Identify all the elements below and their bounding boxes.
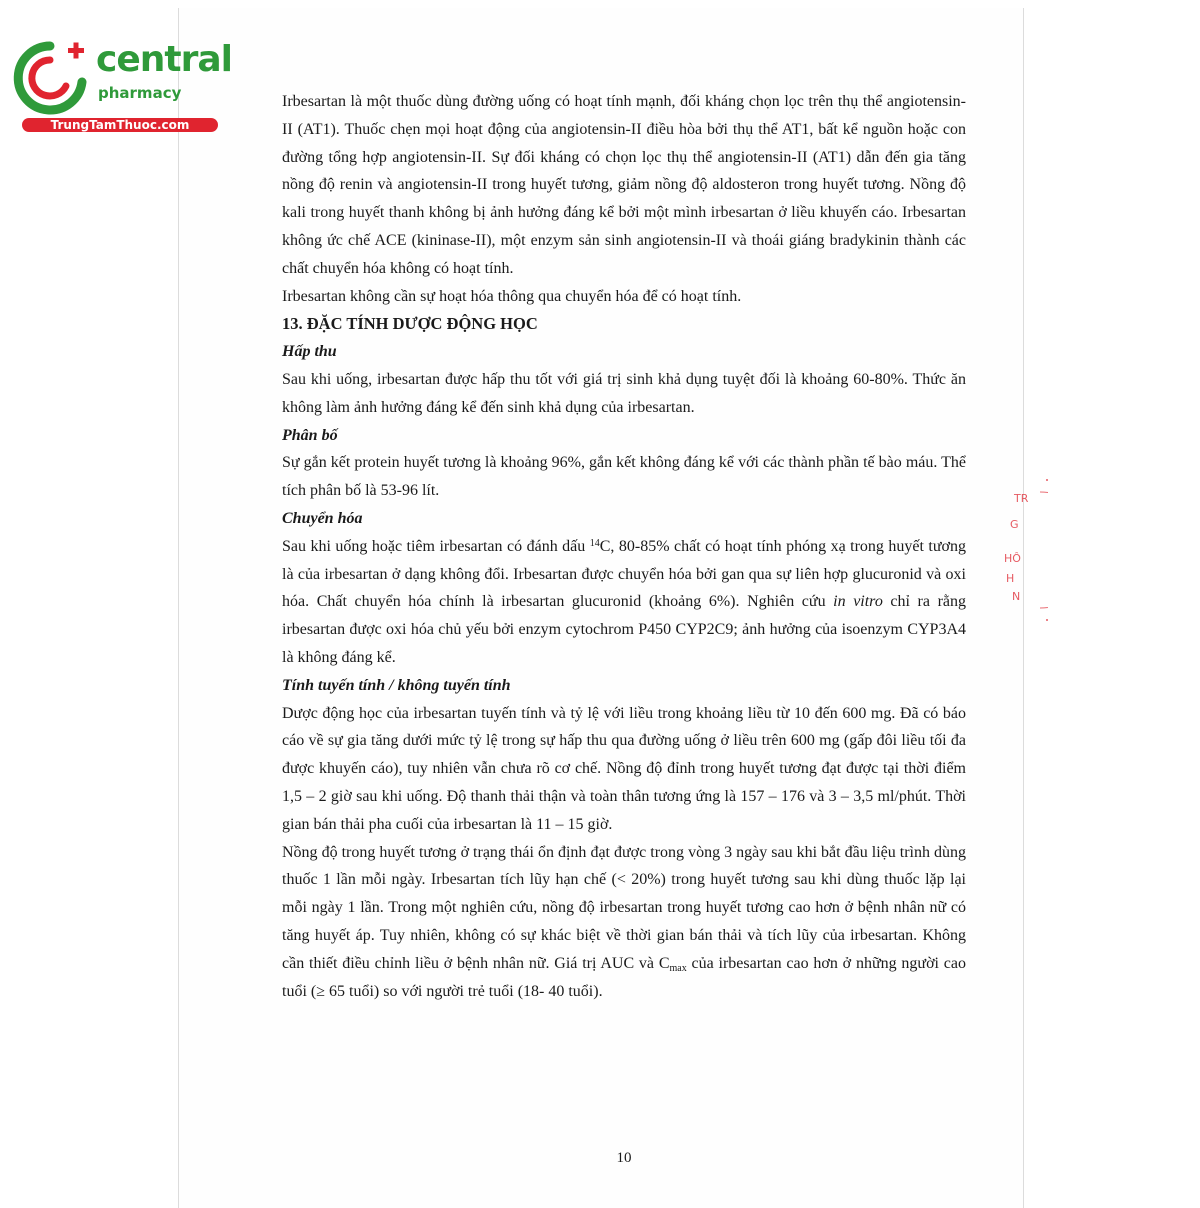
svg-text:G: G	[1010, 518, 1019, 531]
paragraph-linearity-2	[282, 839, 966, 1006]
paragraph-activation: Irbesartan không cần sự hoạt hóa thông qua chuyển hóa để có hoạt tính.	[282, 287, 742, 305]
isotope-superscript: 14	[589, 537, 600, 549]
red-seal-stamp-fragment-icon	[988, 470, 1048, 630]
paragraph-linearity-1: Dược động học của irbesartan tuyến tính và tỷ lệ với liều trong khoảng liều từ 10 đến 600 mg. Đã có báo cáo về sự gia tăng dưới mức tỷ lệ trong sự hấp thu qua đường uống ở liều trên 600 mg (gấp đôi liều tối đa được khuyến cáo), tuy nhiên vẫn chưa rõ cơ chế. Nồng độ đỉnh trong huyết tương đạt được tại thời điểm 1,5 – 2 giờ sau khi uống. Độ thanh thải thận và toàn thân tương ứng là 157 – 176 và 3 – 3,5 ml/phút. Thời gian bán thải pha cuối của irbesartan là 11 – 15 giờ.	[282, 704, 966, 833]
subheading-metabolism: Chuyển hóa	[282, 509, 363, 527]
linearity-text-part1: Nồng độ trong huyết tương ở trạng thái ổn định đạt được trong vòng 3 ngày sau khi bắt đầu liệu trình dùng thuốc 1 lần mỗi ngày. Irbesartan tích lũy hạn chế (< 20%) trong huyết tương sau khi dùng thuốc lặp lại mỗi ngày 1 lần. Trong một nghiên cứu, nồng độ irbesartan trong huyết tương cao hơn ở bệnh nhân nữ có tăng huyết áp. Tuy nhiên, không có sự khác biệt về thời gian bán thải và tích lũy của irbesartan. Không cần thiết điều chỉnh liều ở bệnh nhân nữ. Giá trị AUC và C	[282, 843, 966, 972]
svg-text:H: H	[1006, 572, 1015, 585]
page-number: 10	[616, 1150, 632, 1166]
document-body	[282, 88, 966, 1005]
linearity-text-part2: của irbesartan cao hơn ở những người cao tuổi (≥ 65 tuổi) so với người trẻ tuổi (18- 40 tuổi).	[282, 954, 967, 1000]
pharmacy-cross-logo-icon	[10, 38, 90, 118]
central-pharmacy-logo	[10, 38, 232, 138]
paragraph-mechanism: Irbesartan là một thuốc dùng đường uống có hoạt tính mạnh, đối kháng chọn lọc trên thụ thể angiotensin-II (AT1). Thuốc chẹn mọi hoạt động của angiotensin-II điều hòa bởi thụ thể AT1, bất kể nguồn hoặc con đường tổng hợp angiotensin-II. Sự đối kháng có chọn lọc thụ thể angiotensin-II (AT1) dẫn đến gia tăng nồng độ renin và angiotensin-II trong huyết tương, giảm nồng độ aldosteron trong huyết tương. Nồng độ kali trong huyết thanh không bị ảnh hưởng đáng kể bởi một mình irbesartan ở liều khuyến cáo. Irbesartan không ức chế ACE (kininase-II), một enzym sản sinh angiotensin-II và thoái giáng bradykinin thành các chất chuyển hóa không có hoạt tính.	[282, 93, 966, 277]
svg-text:TR: TR	[1014, 492, 1029, 505]
paragraph-absorption: Sau khi uống, irbesartan được hấp thu tốt với giá trị sinh khả dụng tuyệt đối là khoảng 60-80%. Thức ăn không làm ảnh hưởng đáng kể đến sinh khả dụng của irbesartan.	[282, 370, 966, 416]
in-vitro-italic: in vitro	[833, 593, 883, 611]
svg-text:HÔ: HÔ	[1004, 552, 1021, 565]
logo-website-banner: TrungTamThuoc.com	[22, 118, 218, 132]
metabolism-text-part2: C, 80-85% chất có hoạt tính phóng xạ trong huyết tương là của irbesartan ở dạng không đổi. Irbesartan được chuyển hóa bởi gan qua sự liên hợp glucuronid và oxi hóa. Chất chuyển hóa chính là irbesartan glucuronid (khoảng 6%). Nghiên cứu	[282, 537, 967, 611]
subheading-linearity: Tính tuyến tính / không tuyến tính	[282, 676, 511, 694]
svg-text:N: N	[1012, 590, 1021, 603]
logo-subtitle: pharmacy	[98, 84, 182, 102]
paragraph-distribution: Sự gắn kết protein huyết tương là khoảng 96%, gắn kết không đáng kể với các thành phần tế bào máu. Thể tích phân bố là 53-96 lít.	[282, 454, 966, 500]
subheading-absorption: Hấp thu	[282, 343, 337, 361]
cmax-subscript: max	[669, 962, 687, 974]
logo-brand-text: central	[96, 39, 232, 80]
subheading-distribution: Phân bố	[282, 426, 338, 444]
section-heading: 13. ĐẶC TÍNH DƯỢC ĐỘNG HỌC	[282, 314, 538, 334]
metabolism-text-part1: Sau khi uống hoặc tiêm irbesartan có đánh dấu	[282, 537, 590, 555]
paragraph-metabolism	[282, 533, 966, 672]
metabolism-text-part3: chỉ ra rằng irbesartan được oxi hóa chủ yếu bởi enzym cytochrom P450 CYP2C9; ảnh hưởng của isoenzym CYP3A4 là không đáng kể.	[282, 593, 967, 666]
